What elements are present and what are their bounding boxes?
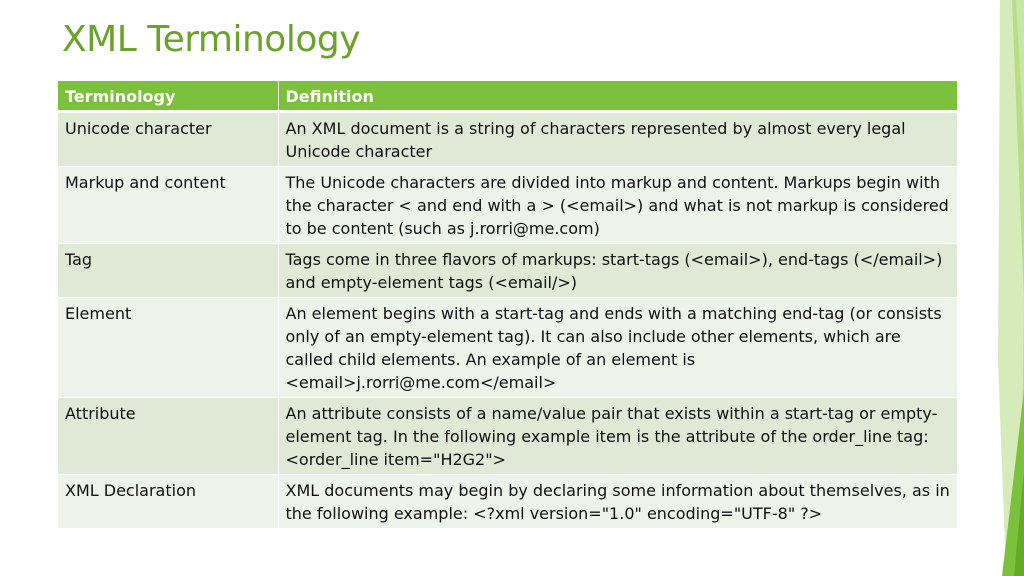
definition-cell: An element begins with a start-tag and ends with a matching end-tag (or consists only of an empty-element tag). It can also include other elements, which are called child elements. An example of an element is <email>j.rorri@me.com</email> — [278, 298, 957, 398]
term-cell: Element — [58, 298, 278, 398]
table-header-row — [58, 81, 957, 112]
table-row — [58, 244, 957, 298]
term-cell: Tag — [58, 244, 278, 298]
table-row — [58, 398, 957, 475]
header-definition: Definition — [278, 81, 957, 112]
table-row — [58, 475, 957, 529]
term-cell: Markup and content — [58, 167, 278, 244]
table-row — [58, 112, 957, 167]
definition-cell: An XML document is a string of characters represented by almost every legal Unicode character — [278, 112, 957, 167]
term-cell: Unicode character — [58, 112, 278, 167]
definition-cell: XML documents may begin by declaring some information about themselves, as in the following example: <?xml version="1.0" encoding="UTF-8" ?> — [278, 475, 957, 529]
terminology-table — [58, 81, 957, 528]
term-cell: XML Declaration — [58, 475, 278, 529]
table-row — [58, 167, 957, 244]
definition-cell: The Unicode characters are divided into markup and content. Markups begin with the character < and end with a > (<email>) and what is not markup is considered to be content (such as j.rorri@me.com) — [278, 167, 957, 244]
slide-title: XML Terminology — [62, 19, 361, 60]
definition-cell: An attribute consists of a name/value pair that exists within a start-tag or empty-element tag. In the following example item is the attribute of the order_line tag: <order_line item="H2G2"> — [278, 398, 957, 475]
definition-cell: Tags come in three flavors of markups: start-tags (<email>), end-tags (</email>) and empty-element tags (<email/>) — [278, 244, 957, 298]
table-row — [58, 298, 957, 398]
header-terminology: Terminology — [58, 81, 278, 112]
term-cell: Attribute — [58, 398, 278, 475]
